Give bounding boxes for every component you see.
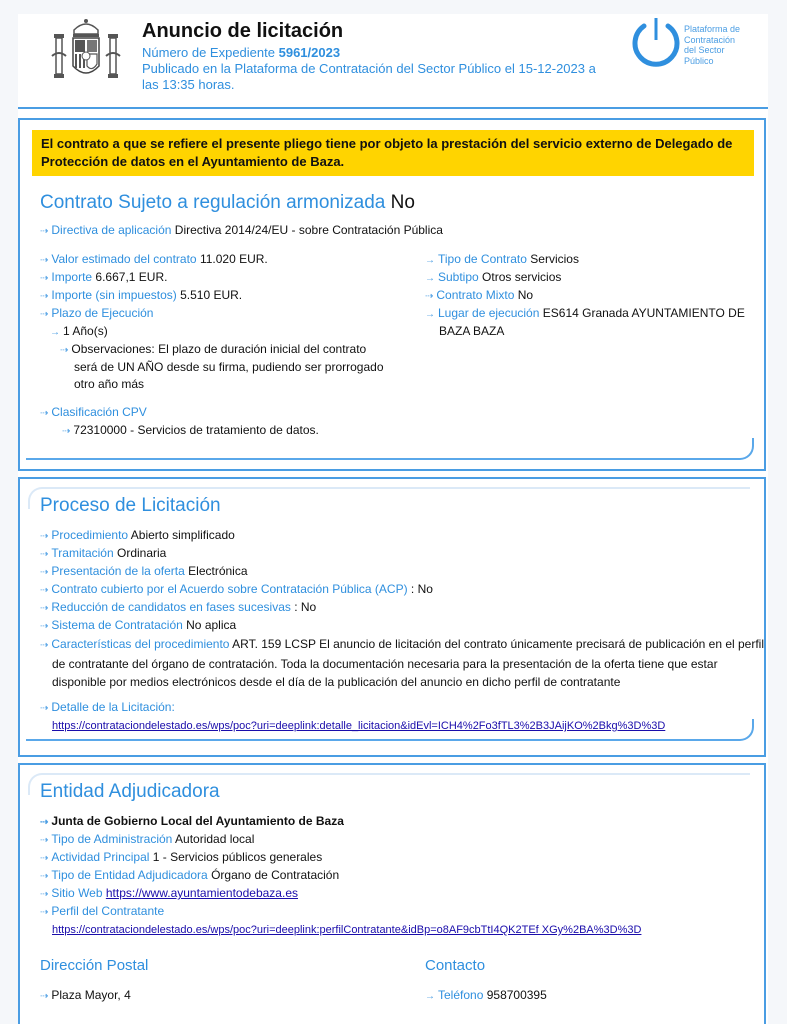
field-value: No	[517, 288, 534, 302]
harmonized-title	[40, 192, 415, 214]
field-tipo-entidad	[40, 867, 339, 885]
arrow-icon: ⇢	[40, 640, 49, 651]
page	[18, 14, 768, 1024]
field-label: Subtipo	[438, 270, 479, 284]
field-plazo-ejecucion	[40, 305, 153, 323]
arrow-icon: ⇢	[40, 255, 49, 266]
published-line-2: las 13:35 horas.	[142, 77, 235, 92]
arrow-icon: ⇢	[40, 853, 49, 864]
decorative-corner	[26, 719, 754, 741]
proceso-title: Proceso de Licitación	[40, 495, 221, 516]
direccion-value	[40, 987, 131, 1005]
field-value: 5.510 EUR.	[180, 288, 243, 302]
field-cpv	[40, 404, 147, 422]
field-label: Tipo de Administración	[51, 832, 173, 846]
field-valor-estimado	[40, 251, 268, 269]
field-label: Contrato cubierto por el Acuerdo sobre Contratación Pública (ACP)	[51, 582, 408, 596]
arrow-icon: →	[425, 991, 435, 1002]
field-telefono	[425, 987, 547, 1005]
field-procedimiento	[40, 527, 235, 545]
arrow-icon: ⇢	[40, 621, 49, 632]
field-label: Tipo de Entidad Adjudicadora	[51, 868, 208, 882]
field-value: No aplica	[186, 618, 237, 632]
plazo-value	[50, 323, 108, 341]
expediente-line	[142, 45, 340, 61]
field-label: Contrato Mixto	[436, 288, 515, 302]
arrow-icon: →	[50, 327, 60, 338]
field-label: Importe	[51, 270, 93, 284]
field-label: Plazo de Ejecución	[51, 306, 154, 320]
field-importe	[40, 269, 167, 287]
arrow-icon: ⇢	[40, 991, 49, 1002]
platform-logo-line: Contratación	[684, 34, 736, 45]
arrow-icon: →	[425, 273, 435, 284]
field-value: : No	[294, 600, 317, 614]
perfil-contratante-link[interactable]: https://contrataciondelestado.es/wps/poc?uri=deeplink:perfilContratante&idBp=o8AF9cbTtI4QK2TEf XGy%2BA%3D%3D	[52, 924, 642, 936]
field-reduccion-candidatos	[40, 599, 316, 617]
field-value: 1 Año(s)	[63, 324, 108, 338]
entidad-name-text: Junta de Gobierno Local del Ayuntamiento de Baza	[51, 814, 344, 828]
object-banner: El contrato a que se refiere el presente pliego tiene por objeto la prestación del servicio externo de Delegado de Protección de datos en el Ayuntamiento de Baza.	[32, 130, 754, 176]
field-contrato-mixto	[425, 287, 533, 305]
arrow-icon: →	[425, 309, 435, 320]
field-value: Ordinaria	[116, 546, 167, 560]
field-label: Procedimiento	[51, 528, 129, 542]
field-label: Tramitación	[51, 546, 114, 560]
field-label: Directiva de aplicación	[51, 223, 172, 237]
direccion-title: Dirección Postal	[40, 957, 149, 974]
arrow-icon: ⇢	[40, 291, 49, 302]
arrow-icon: ⇢	[40, 871, 49, 882]
field-label: Tipo de Contrato	[438, 252, 527, 266]
contacto-title: Contacto	[425, 957, 486, 974]
arrow-icon: ⇢	[40, 703, 49, 714]
field-lugar-ejecucion	[425, 305, 759, 340]
field-label: Clasificación CPV	[51, 405, 147, 419]
field-label: Presentación de la oferta	[51, 564, 185, 578]
field-value: Directiva 2014/24/EU - sobre Contratación Pública	[174, 223, 443, 237]
field-perfil-contratante	[40, 903, 164, 921]
arrow-icon: ⇢	[40, 585, 49, 596]
field-label: Lugar de ejecución	[438, 306, 540, 320]
decorative-corner	[26, 438, 754, 460]
field-label: Perfil del Contratante	[51, 904, 165, 918]
field-value: Órgano de Contratación	[211, 868, 340, 882]
field-value: Electrónica	[188, 564, 248, 578]
perfil-link-row	[52, 921, 641, 939]
field-actividad-principal	[40, 849, 322, 867]
field-label: Actividad Principal	[51, 850, 150, 864]
field-value: Plaza Mayor, 4	[51, 988, 131, 1002]
field-value: Autoridad local	[175, 832, 255, 846]
arrow-icon: ⇢	[60, 345, 69, 356]
field-value: Otros servicios	[482, 270, 562, 284]
detalle-licitacion-link[interactable]: https://contrataciondelestado.es/wps/poc?uri=deeplink:detalle_licitacion&idEvl=ICH4%2Fo3fTL3%2B3JAijKO%2Bkg%3D%3D	[52, 720, 666, 732]
harmonized-value: No	[390, 192, 415, 213]
field-detalle-licitacion	[40, 699, 175, 717]
sitio-web-link[interactable]: https://www.ayuntamientodebaza.es	[105, 886, 298, 900]
field-value: Servicios	[530, 252, 579, 266]
observaciones-text: Observaciones: El plazo de duración inicial del contrato será de UN AÑO desde su firma, pudiendo ser prorrogado otro año más	[71, 342, 384, 391]
field-subtipo	[425, 269, 561, 287]
field-value: 958700395	[486, 988, 547, 1002]
field-label: Detalle de la Licitación:	[51, 700, 175, 714]
field-label: Valor estimado del contrato	[51, 252, 197, 266]
arrow-icon: ⇢	[40, 835, 49, 846]
field-sistema-contratacion	[40, 617, 236, 635]
field-label: Reducción de candidatos en fases sucesivas	[51, 600, 291, 614]
field-label: Teléfono	[438, 988, 484, 1002]
expediente-label: Número de Expediente	[142, 45, 275, 60]
field-value: : No	[410, 582, 433, 596]
field-label: Importe (sin impuestos)	[51, 288, 177, 302]
arrow-icon: ⇢	[40, 273, 49, 284]
page-title: Anuncio de licitación	[142, 20, 344, 42]
field-presentacion-oferta	[40, 563, 248, 581]
field-value: ES614 Granada AYUNTAMIENTO DE BAZA BAZA	[439, 306, 745, 338]
field-value: 6.667,1 EUR.	[95, 270, 168, 284]
published-line-1: Publicado en la Plataforma de Contratación del Sector Público el 15-12-2023 a	[142, 61, 596, 76]
field-tipo-contrato	[425, 251, 579, 269]
arrow-icon: ⇢	[40, 567, 49, 578]
field-sitio-web	[40, 885, 298, 903]
proceso-section	[18, 477, 766, 757]
field-tipo-administracion	[40, 831, 254, 849]
platform-logo-line: Público	[684, 55, 714, 66]
field-value: 11.020 EUR.	[199, 252, 268, 266]
arrow-icon: ⇢	[40, 889, 49, 900]
field-caracteristicas	[40, 635, 766, 691]
summary-section	[18, 118, 766, 471]
harmonized-label: Contrato Sujeto a regulación armonizada	[40, 192, 386, 213]
entidad-section	[18, 763, 766, 1024]
arrow-icon: ⇢	[40, 309, 49, 320]
field-label: Sitio Web	[51, 886, 103, 900]
field-acp	[40, 581, 433, 599]
arrow-icon: ⇢	[425, 291, 434, 302]
arrow-icon: ⇢	[40, 907, 49, 918]
arrow-icon: ⇢	[40, 408, 49, 419]
arrow-icon: ⇢	[40, 531, 49, 542]
entidad-title: Entidad Adjudicadora	[40, 781, 220, 802]
arrow-icon: ⇢	[62, 426, 71, 437]
field-value: 72310000 - Servicios de tratamiento de datos.	[73, 423, 319, 437]
field-value: Abierto simplificado	[130, 528, 235, 542]
arrow-icon: ⇢	[40, 603, 49, 614]
platform-logo-line: del Sector	[684, 45, 725, 55]
entidad-name	[40, 813, 344, 831]
arrow-icon: →	[425, 255, 435, 266]
arrow-icon: ⇢	[40, 226, 49, 237]
platform-logo-line: Plataforma de	[684, 24, 741, 34]
platform-logo-text	[684, 24, 764, 66]
header	[18, 14, 768, 109]
field-directiva	[40, 222, 443, 240]
field-value: ART. 159 LCSP El anuncio de licitación del contrato únicamente precisará de publicación en el perfil de contratante del órgano de contratación. Toda la documentación necesaria para la presentación de la oferta tiene que estar disponible por medios electrónicos desde el día de la publicación del anuncio en dicho perfil de contratante	[52, 637, 765, 689]
platform-power-icon	[627, 16, 685, 70]
arrow-icon: ⇢	[40, 549, 49, 560]
field-label: Sistema de Contratación	[51, 618, 183, 632]
coat-of-arms-logo	[48, 16, 124, 92]
arrow-icon: ⇢	[40, 817, 49, 828]
field-value: 1 - Servicios públicos generales	[152, 850, 323, 864]
field-label: Características del procedimiento	[51, 637, 230, 651]
field-tramitacion	[40, 545, 166, 563]
field-importe-sin-impuestos	[40, 287, 242, 305]
observaciones	[60, 341, 384, 393]
expediente-number: 5961/2023	[278, 45, 341, 60]
